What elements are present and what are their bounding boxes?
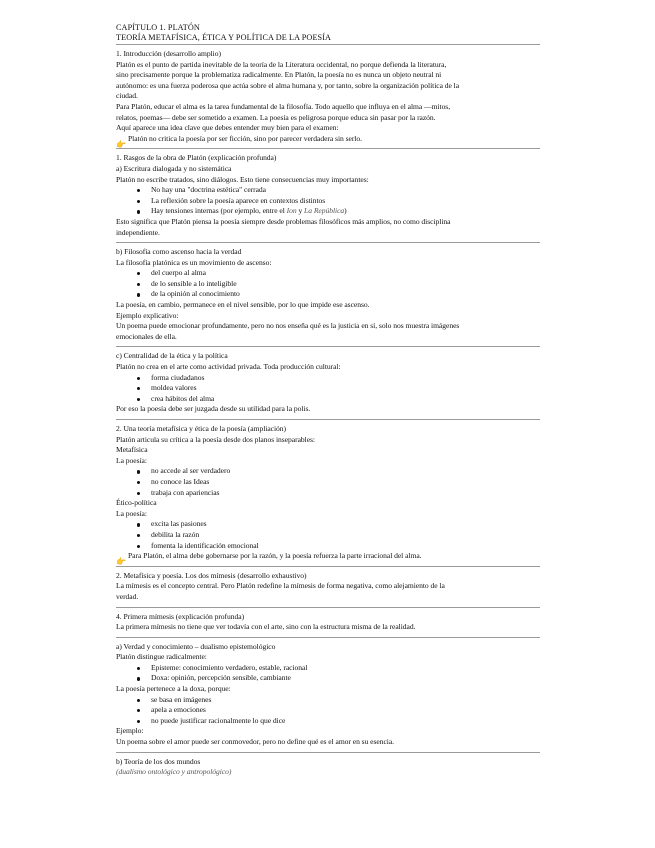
key-idea-text: Platón no critica la poesía por ser ficción, sino por parecer verdadera sin serlo.	[128, 133, 362, 143]
paragraph-line: sino precisamente porque la problematiza radicalmente. En Platón, la poesía no es nunca un objeto neutral ni	[116, 70, 442, 80]
paragraph-line: La poesía:	[116, 455, 147, 465]
list-item: trabaja con apariencias	[116, 488, 540, 499]
paragraph-line: Platón es el punto de partida inevitable de la teoría de la Literatura occidental, no porque defienda la literatura,	[116, 59, 447, 69]
section-title: 4. Primera mímesis (explicación profunda)	[116, 611, 245, 621]
list-item: debilita la razón	[116, 530, 540, 541]
paragraph-line: verdad.	[116, 591, 139, 601]
list-item: La reflexión sobre la poesía aparece en contextos distintos	[116, 196, 540, 207]
list-item: Doxa: opinión, percepción sensible, cambiante	[116, 673, 540, 684]
document-body	[116, 23, 540, 778]
subsection-title: a) Escritura dialogada y no sistemática	[116, 163, 232, 173]
paragraph-line: autónomo: es una fuerza poderosa que actúa sobre el alma humana y, por tanto, sobre la organización política de la	[116, 80, 460, 90]
paragraph-line: Platón distingue radicalmente:	[116, 652, 207, 662]
subsection-title: b) Teoría de los dos mundos	[116, 756, 201, 766]
chapter-title: CAPÍTULO 1. PLATÓN	[116, 23, 200, 32]
paragraph-line: La mímesis es el concepto central. Pero Platón redefine la mímesis de forma negativa, como alejamiento de la	[116, 581, 445, 591]
paragraph-line: Platón no crea en el arte como actividad privada. Toda producción cultural:	[116, 362, 341, 372]
list-item: de lo sensible a lo inteligible	[116, 279, 540, 290]
plane-label: Ético-política	[116, 498, 157, 508]
section-title: 1. Rasgos de la obra de Platón (explicación profunda)	[116, 153, 277, 163]
paragraph-line: La primera mímesis no tiene que ver todavía con el arte, sino con la estructura misma de la realidad.	[116, 622, 416, 632]
paragraph-line: independiente.	[116, 227, 160, 237]
key-idea	[116, 551, 540, 562]
key-idea-text: Para Platón, el alma debe gobernarse por la razón, y la poesía refuerza la parte irracional del alma.	[128, 551, 422, 561]
section-teoria-metafisica	[116, 424, 540, 562]
list-item: excita las pasiones	[116, 519, 540, 530]
paragraph-line: ciudad.	[116, 91, 138, 101]
chapter-subtitle: TEORÍA METAFÍSICA, ÉTICA Y POLÍTICA DE LA POESÍA	[116, 33, 332, 42]
section-ascenso	[116, 247, 540, 342]
list-item: Hay tensiones internas (por ejemplo, entre el Ion y La República)	[116, 206, 540, 217]
section-rasgos	[116, 153, 540, 238]
example-label: Ejemplo explicativo:	[116, 310, 179, 320]
paragraph-line: La poesía, en cambio, permanece en el nivel sensible, por lo que impide ese ascenso.	[116, 300, 370, 310]
section-divider	[116, 752, 540, 753]
list-item: fomenta la identificación emocional	[116, 541, 540, 552]
paragraph-line: Para Platón, educar el alma es la tarea fundamental de la filosofía. Todo aquello que influya en el alma —mitos,	[116, 101, 451, 111]
paragraph-line: Un poema sobre el amor puede ser conmovedor, pero no define qué es el amor en su esencia.	[116, 737, 395, 747]
list-item: no conoce las Ideas	[116, 477, 540, 488]
list-item: no puede justificar racionalmente lo que dice	[116, 716, 540, 727]
list-item: del cuerpo al alma	[116, 268, 540, 279]
section-primera-mimesis	[116, 612, 540, 633]
section-introduction	[116, 49, 540, 144]
list-item: forma ciudadanos	[116, 373, 540, 384]
list-item: apela a emociones	[116, 705, 540, 716]
key-idea	[116, 134, 540, 145]
paragraph-line: Aquí aparece una idea clave que debes entender muy bien para el examen:	[116, 123, 339, 133]
paragraph-line: Platón no escribe tratados, sino diálogos. Esto tiene consecuencias muy importantes:	[116, 174, 369, 184]
section-divider	[116, 148, 540, 149]
section-mimesis	[116, 571, 540, 603]
section-divider	[116, 346, 540, 347]
paragraph-line: Esto significa que Platón piensa la poesía siempre desde problemas filosóficos más amplios, no como disciplina	[116, 216, 451, 226]
paragraph-line: Por eso la poesía debe ser juzgada desde su utilidad para la polis.	[116, 404, 311, 414]
paragraph-line: Platón articula su crítica a la poesía desde dos planos inseparables:	[116, 434, 315, 444]
list-item: No hay una "doctrina estética" cerrada	[116, 185, 540, 196]
section-title: 2. Metafísica y poesía. Los dos mímesis (desarrollo exhaustivo)	[116, 570, 307, 580]
section-divider	[116, 607, 540, 608]
paragraph-line: Un poema puede emocionar profundamente, pero no nos enseña qué es la justicia en sí, solo nos muestra imágenes	[116, 321, 460, 331]
section-divider	[116, 44, 540, 45]
plane-label: Metafísica	[116, 445, 148, 455]
section-divider	[116, 419, 540, 420]
paragraph-line: La poesía pertenece a la doxa, porque:	[116, 684, 231, 694]
section-etica-politica	[116, 351, 540, 415]
list-item: moldea valores	[116, 383, 540, 394]
subsection-title: a) Verdad y conocimiento – dualismo epistemológico	[116, 641, 276, 651]
subsection-subtitle: (dualismo ontológico y antropológico)	[116, 767, 232, 777]
work-title-ion: Ion	[286, 206, 297, 216]
section-verdad-conocimiento	[116, 642, 540, 748]
work-title-republica: La República	[304, 206, 345, 216]
section-title: 2. Una teoría metafísica y ética de la poesía (ampliación)	[116, 424, 286, 433]
list-item: Episteme: conocimiento verdadero, estable, racional	[116, 663, 540, 674]
section-divider	[116, 242, 540, 243]
subsection-title: c) Centralidad de la ética y la política	[116, 351, 228, 361]
section-title: 1. Introducción (desarrollo amplio)	[116, 49, 221, 58]
paragraph-line: relatos, poemas— debe ser sometido a examen. La poesía es peligrosa porque educa sin pasar por la razón.	[116, 112, 436, 122]
paragraph-line: emocionales de ella.	[116, 331, 177, 341]
paragraph-line: La poesía:	[116, 508, 147, 518]
section-dos-mundos	[116, 757, 540, 778]
section-divider	[116, 566, 540, 567]
list-item: crea hábitos del alma	[116, 394, 540, 405]
example-label: Ejemplo:	[116, 726, 144, 736]
subsection-title: b) Filosofía como ascenso hacia la verdad	[116, 247, 242, 257]
list-item: se basa en imágenes	[116, 695, 540, 706]
list-item: no accede al ser verdadero	[116, 466, 540, 477]
list-item: de la opinión al conocimiento	[116, 289, 540, 300]
paragraph-line: La filosofía platónica es un movimiento de ascenso:	[116, 257, 272, 267]
section-divider	[116, 637, 540, 638]
